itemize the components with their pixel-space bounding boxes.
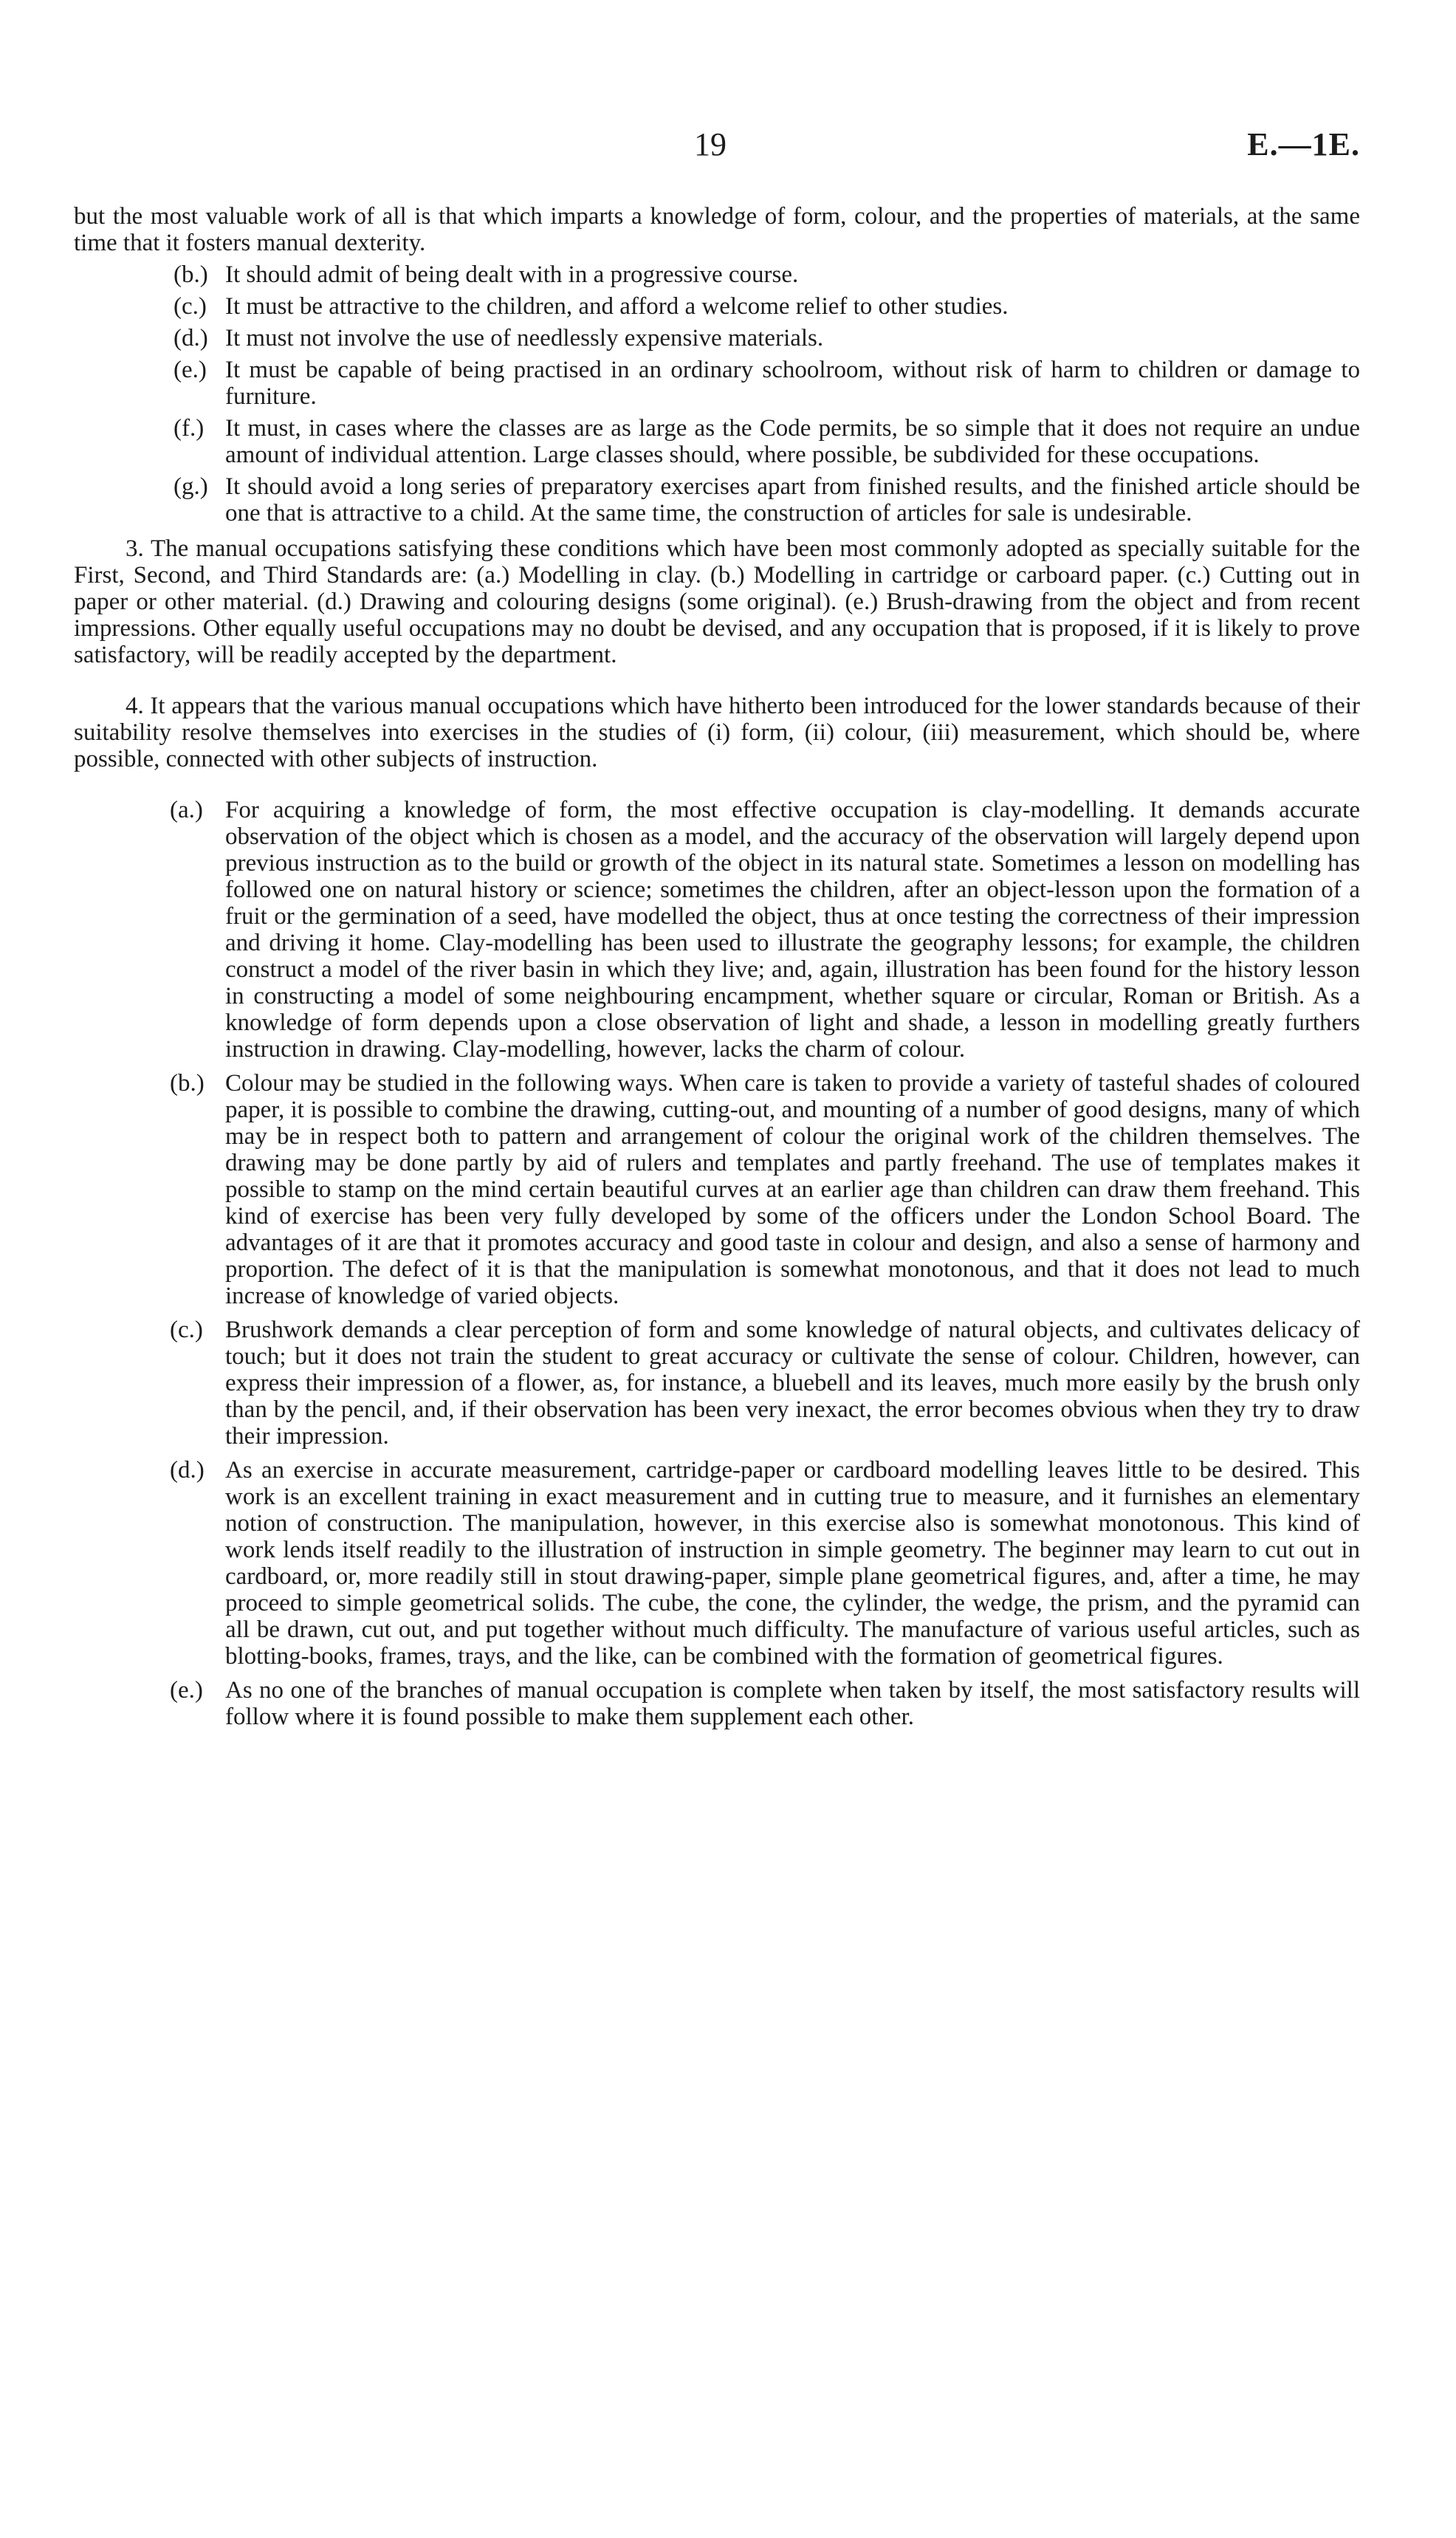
condition-item [174,261,1360,288]
study-label: (d.) [170,1457,205,1484]
study-text: As no one of the branches of manual occupation is complete when taken by itself, the most satisfactory results will follow where it is found possible to make them supplement each other. [225,1677,1360,1730]
condition-label: (c.) [174,293,207,320]
study-text: Colour may be studied in the following ways. When care is taken to provide a variety of tasteful shades of coloured paper, it is possible to combine the drawing, cutting-out, and mounting of a number of good designs, many of which may be in respect both to pattern and arrangement of colour the original work of the children themselves. The drawing may be done partly by aid of rulers and templates and partly freehand. The use of templates makes it possible to stamp on the mind certain beautiful curves at an earlier age than children can draw them freehand. This kind of exercise has been very fully developed by some of the officers under the London School Board. The advantages of it are that it promotes accuracy and good taste in colour and design, and also a sense of harmony and proportion. The defect of it is that the manipulation is somewhat monotonous, and that it does not lead to much increase of knowledge of varied objects. [225,1070,1360,1309]
document-body [74,203,1360,1730]
condition-item [174,415,1360,468]
study-label: (a.) [170,797,203,823]
page-number: 19 [694,126,727,162]
document-reference: E.—1E. [1247,126,1360,162]
study-text: As an exercise in accurate measurement, cartridge-paper or cardboard modelling leaves little to be desired. This work is an excellent training in exact measurement and in cutting true to measure, and it furnishes an elementary notion of construction. The manipulation, however, in this exercise also is somewhat monotonous. This kind of work lends itself readily to the illustration of instruction in simple geometry. The beginner may learn to cut out in cardboard, or, more readily still in stout drawing-paper, simple plane geometrical figures, and, after a time, he may proceed to simple geometrical solids. The cube, the cone, the cylinder, the wedge, the prism, and the pyramid can all be drawn, cut out, and put together without much difficulty. The manufacture of various useful articles, such as blotting-books, frames, trays, and the like, can be combined with the formation of geometrical figures. [225,1457,1360,1670]
condition-text: It should admit of being dealt with in a progressive course. [225,261,799,288]
study-item [170,1457,1360,1670]
paragraph-3: 3. The manual occupations satisfying these conditions which have been most commonly adopted as specially suitable for the First, Second, and Third Standards are: (a.) Modelling in clay. (b.) Modelling in cartridge or carboard paper. (c.) Cutting out in paper or other material. (d.) Drawing and colouring designs (some original). (e.) Brush-drawing from the object and from recent impressions. Other equally useful occupations may no doubt be devised, and any occupation that is proposed, if it is likely to prove satisfactory, will be readily accepted by the department. [74,535,1360,668]
condition-label: (f.) [174,415,205,442]
page-header [0,126,1456,170]
condition-text: It should avoid a long series of preparatory exercises apart from finished results, and the finished article should be one that is attractive to a child. At the same time, the construction of articles for sale is undesirable. [225,473,1360,527]
condition-text: It must not involve the use of needlessly expensive materials. [225,325,824,351]
study-item [170,797,1360,1063]
study-text: For acquiring a knowledge of form, the most effective occupation is clay-modelling. It demands accurate observation of the object which is chosen as a model, and the accuracy of the observation will largely depend upon previous instruction as to the build or growth of the object in its natural state. Sometimes a lesson on modelling has followed one on natural history or science; sometimes the children, after an object-lesson upon the formation of a fruit or the germination of a seed, have modelled the object, thus at once testing the correctness of their impression and driving it home. Clay-modelling has been used to illustrate the geography lessons; for example, the children construct a model of the river basin in which they live; and, again, illustration has been found for the history lesson in constructing a model of some neighbouring encampment, whether square or circular, Roman or British. As a knowledge of form depends upon a close observation of light and shade, a lesson in modelling greatly furthers instruction in drawing. Clay-modelling, however, lacks the charm of colour. [225,797,1360,1063]
condition-item [174,357,1360,410]
condition-item [174,473,1360,527]
study-label: (e.) [170,1677,203,1704]
study-item [170,1317,1360,1450]
intro-continuation: but the most valuable work of all is that which imparts a knowledge of form, colour, and the properties of materials, at the same time that it fosters manual dexterity. [74,203,1360,256]
study-text: Brushwork demands a clear perception of form and some knowledge of natural objects, and cultivates delicacy of touch; but it does not train the student to great accuracy or cultivate the sense of colour. Children, however, can express their impression of a flower, as, for instance, a bluebell and its leaves, much more easily by the brush only than by the pencil, and, if their observation has been very inexact, the error becomes obvious when they try to draw their impression. [225,1317,1360,1450]
condition-label: (d.) [174,325,208,351]
study-item [170,1677,1360,1730]
paragraph-4: 4. It appears that the various manual occupations which have hitherto been introduced for the lower standards because of their suitability resolve themselves into exercises in the studies of (i) form, (ii) colour, (iii) measurement, which should be, where possible, connected with other subjects of instruction. [74,693,1360,772]
condition-item [174,293,1360,320]
study-label: (b.) [170,1070,205,1097]
condition-label: (g.) [174,473,208,500]
condition-label: (e.) [174,357,207,383]
condition-text: It must be attractive to the children, and afford a welcome relief to other studies. [225,293,1009,320]
condition-text: It must, in cases where the classes are as large as the Code permits, be so simple that it does not require an undue amount of individual attention. Large classes should, where possible, be subdivided for these occupations. [225,415,1360,468]
condition-text: It must be capable of being practised in an ordinary schoolroom, without risk of harm to children or damage to furniture. [225,357,1360,410]
study-label: (c.) [170,1317,203,1343]
condition-label: (b.) [174,261,208,288]
study-item [170,1070,1360,1309]
condition-item [174,325,1360,351]
